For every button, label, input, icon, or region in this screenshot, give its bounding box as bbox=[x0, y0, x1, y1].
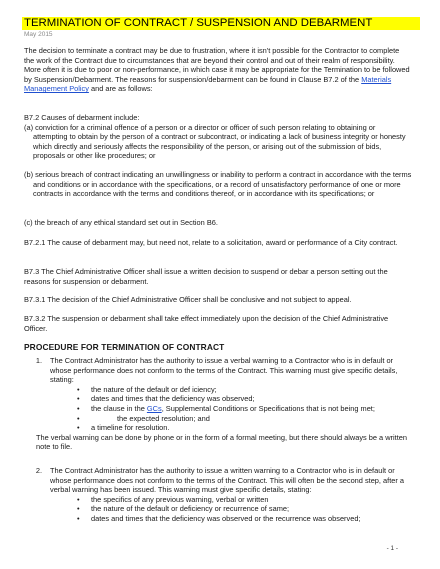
b72-heading: B7.2 Causes of debarment include: bbox=[24, 113, 140, 122]
page-title: TERMINATION OF CONTRACT / SUSPENSION AND DEBARMENT bbox=[22, 17, 420, 30]
bullet-icon: • bbox=[77, 384, 80, 394]
gcs-link[interactable]: GCs bbox=[146, 403, 162, 413]
item-number: 1. bbox=[35, 356, 42, 365]
list-item bbox=[24, 466, 414, 495]
bullet-text: the nature of the default or deficiency or recurrence of same; bbox=[91, 504, 290, 514]
procedure-item-2 bbox=[24, 466, 414, 524]
b731-paragraph: B7.3.1 The decision of the Chief Administrative Officer shall be conclusive and not subject to appeal. bbox=[24, 295, 352, 304]
b72-clause-b: (b) serious breach of contract indicating an unwillingness or inability to perform a contract in accordance with the terms and conditions or in accordance with the specifications, or a record of unsatisfactory performance of one or more contracts in accordance with the terms and conditions thereof, or in accordance with its specifications; or bbox=[24, 170, 412, 199]
bullet-item bbox=[24, 514, 414, 524]
item-1-followup: The verbal warning can be done by phone or in the form of a formal meeting, but there should always be a written note to file. bbox=[36, 432, 407, 452]
bullet-icon: • bbox=[77, 504, 80, 514]
bullet-icon: • bbox=[77, 423, 80, 433]
intro-text: The decision to terminate a contract may be due to frustration, where it isn't possible for the Contractor to complete the work of the Contract due to circumstances that are beyond their control and out of their realm of responsibility. More often it is due to poor or non-performance, in which case it may be appropriate for the Termination to be followed by Suspension/Debarment. The reasons for suspension/debarment can be found in Clause B7.2 of the bbox=[24, 46, 410, 84]
b72-clause-a: (a) conviction for a criminal offence of a person or a director or officer of such person relating to obtaining or attempting to obtain by the person of a contract or subcontract, or indicating a lack of business integrity or honesty which directly and seriously affects the responsibility of the person, or arising out of the submission of bids, proposals or other like procedures; or bbox=[24, 122, 406, 161]
bullet-item bbox=[24, 394, 414, 404]
b72-section bbox=[24, 113, 410, 161]
bullet-text: a timeline for resolution. bbox=[91, 423, 170, 433]
bullet-item bbox=[24, 495, 414, 505]
intro-tail: and are as follows: bbox=[90, 84, 153, 94]
bullet-text bbox=[91, 404, 375, 414]
bullet-text: the expected resolution; and bbox=[117, 413, 210, 423]
materials-policy-link[interactable]: Materials Management Policy bbox=[24, 74, 392, 94]
bullet-text: the nature of the default or def iciency; bbox=[91, 384, 217, 394]
intro-paragraph bbox=[24, 46, 410, 94]
bullet-text: the specifics of any previous warning, verbal or written bbox=[91, 494, 269, 504]
procedure-item-1 bbox=[24, 356, 414, 452]
page-number: - 1 - bbox=[386, 545, 398, 552]
bullet-icon: • bbox=[77, 394, 80, 404]
bullet-text-post: , Supplemental Conditions or Specifications that is not being met; bbox=[161, 403, 375, 413]
procedure-heading: PROCEDURE FOR TERMINATION OF CONTRACT bbox=[24, 342, 225, 352]
b72-clause-c: (c) the breach of any ethical standard set out in Section B6. bbox=[24, 218, 218, 227]
b721-paragraph: B7.2.1 The cause of debarment may, but need not, relate to a solicitation, award or performance of a City contract. bbox=[24, 238, 398, 247]
bullet-item bbox=[24, 404, 414, 414]
b732-paragraph: B7.3.2 The suspension or debarment shall take effect immediately upon the decision of the Chief Administrative Officer. bbox=[24, 314, 389, 333]
bullet-text: dates and times that the deficiency was observed or the recurrence was observed; bbox=[91, 513, 361, 523]
item-number: 2. bbox=[35, 466, 42, 475]
bullet-icon: • bbox=[77, 413, 80, 423]
item-text: The Contract Administrator has the authority to issue a written warning to a Contractor who is in default or whose performance does not conform to the terms of the Contract. This will often be the second step, after a verbal warning has been issued. This warning must give specific details, stating: bbox=[50, 466, 404, 495]
bullet-text-pre: the clause in the bbox=[91, 403, 145, 413]
bullet-text: dates and times that the deficiency was observed; bbox=[91, 394, 255, 404]
bullet-icon: • bbox=[77, 403, 80, 413]
bullet-icon: • bbox=[77, 513, 80, 523]
bullet-icon: • bbox=[77, 494, 80, 504]
list-item bbox=[24, 356, 414, 385]
bullet-item bbox=[24, 423, 414, 433]
document-date: May 2015 bbox=[24, 31, 53, 38]
title-block bbox=[22, 17, 420, 38]
item-text: The Contract Administrator has the authority to issue a verbal warning to a Contractor who is in default or whose performance does not conform to the terms of the Contract. This warning must give specific details, stating: bbox=[50, 356, 398, 385]
bullet-item bbox=[24, 504, 414, 514]
bullet-item bbox=[24, 414, 414, 424]
bullet-item bbox=[24, 385, 414, 395]
b73-paragraph: B7.3 The Chief Administrative Officer shall issue a written decision to suspend or debar a person setting out the reasons for suspension or debarment. bbox=[24, 267, 388, 286]
